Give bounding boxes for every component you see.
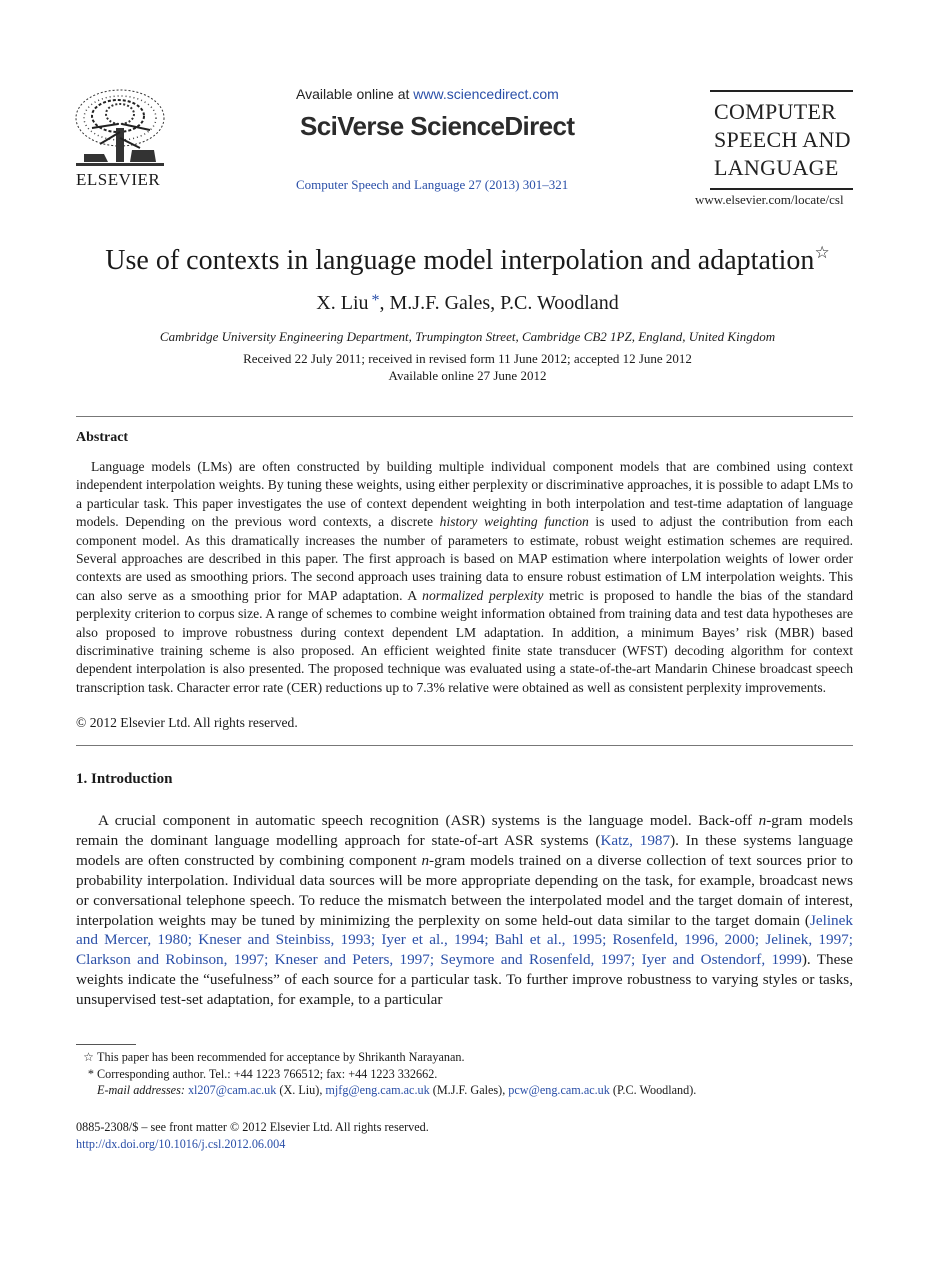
journal-logo-line: SPEECH AND (714, 127, 851, 152)
journal-logo-line: COMPUTER (714, 99, 837, 124)
introduction-text: A crucial component in automatic speech recognition (ASR) systems is the language model. Back-off n-gram models remain the dominant language modelling approach for state-of-art ASR systems (Katz, 1987). In these systems language models are often constructed by combining component n-gram models trained on a diverse collection of text sources prior to probability interpolation. Individual data sources will be more appropriate depending on the task, for example, broadcast news or conversational telephone speech. To reduce the mismatch between the interpolated model and the target domain of interest, interpolation weights may be tuned by minimizing the perplexity on some held-out data similar to the target domain (Jelinek and Mercer, 1980; Kneser and Steinbiss, 1993; Iyer et al., 1994; Bahl et al., 1995; Rosenfeld, 1996, 2000; Jelinek, 1997; Clarkson and Robinson, 1997; Kneser and Peters, 1997; Seymore and Rosenfeld, 1997; Iyer and Ostendorf, 1999). These weights indicate the “usefulness” of each source for a particular task. To further improve robustness to varying styles or tasks, unsupervised test-set adaptation, for example, to a particular (76, 812, 853, 1009)
received-dates: Received 22 July 2011; received in revised form 11 June 2012; accepted 12 June 2012 (243, 351, 692, 366)
citation-link[interactable]: Katz, 1987 (600, 831, 671, 849)
doi-link[interactable]: http://dx.doi.org/10.1016/j.csl.2012.06.004 (76, 1137, 286, 1151)
available-online-date: Available online 27 June 2012 (388, 368, 547, 383)
footnote-recommendation: ☆ This paper has been recommended for acceptance by Shrikanth Narayanan. (83, 1050, 465, 1064)
email-link[interactable]: pcw@eng.cam.ac.uk (508, 1083, 610, 1097)
email-link[interactable]: xl207@cam.ac.uk (187, 1083, 277, 1097)
footnote-corresponding: * Corresponding author. Tel.: +44 1223 766512; fax: +44 1223 332662. (87, 1067, 438, 1081)
sciencedirect-link[interactable]: www.sciencedirect.com (413, 86, 559, 102)
footnote-rule (76, 1044, 136, 1045)
author-list: X. Liu *, M.J.F. Gales, P.C. Woodland (316, 292, 619, 314)
journal-url[interactable]: www.elsevier.com/locate/csl (695, 192, 844, 207)
divider (76, 416, 853, 417)
section-heading: 1. Introduction (76, 771, 173, 787)
abstract-copyright: © 2012 Elsevier Ltd. All rights reserved. (76, 715, 298, 730)
affiliation: Cambridge University Engineering Department, Trumpington Street, Cambridge CB2 1PZ, England, United Kingdom (159, 329, 776, 344)
elsevier-tree-logo (70, 88, 170, 170)
front-matter-line: 0885-2308/$ – see front matter © 2012 Elsevier Ltd. All rights reserved. (76, 1120, 429, 1134)
article-title: Use of contexts in language model interpolation and adaptation☆ (105, 243, 830, 276)
abstract-text: Language models (LMs) are often constructed by building multiple individual component models that are combined using context independent interpolation weights. By tuning these weights, using either perplexity or discriminative approaches, it is possible to adapt LMs to a particular task. This paper investigates the use of context dependent weighting in both interpolation and test-time adaptation of language models. Depending on the previous word contexts, a discrete history weighting function is used to adjust the contribution from each component model. As this dramatically increases the number of parameters to estimate, robust weight estimation schemes are required. Several approaches are described in this paper. The first approach is based on MAP estimation where interpolation weights of lower order contexts are used as smoothing priors. The second approach uses training data to ensure robust estimation of LM interpolation weights. This can also serve as a smoothing prior for MAP adaptation. A normalized perplexity metric is proposed to handle the bias of the standard perplexity criterion to corpus size. A range of schemes to combine weight information obtained from training data and test data hypotheses are also proposed to improve robustness during context dependent LM adaptation. In addition, a minimum Bayes’ risk (MBR) based discriminative training scheme is also proposed. An efficient weighted finite state transducer (WFST) decoding algorithm for context dependent interpolation is also presented. The proposed technique was evaluated using a state-of-the-art Mandarin Chinese broadcast speech transcription task. Character error rate (CER) reductions up to 7.3% relative were obtained as well as consistent perplexity improvements. (76, 459, 854, 695)
abstract-heading: Abstract (76, 430, 129, 445)
footnote-emails: E-mail addresses: xl207@cam.ac.uk (X. Liu), mjfg@eng.cam.ac.uk (M.J.F. Gales), pcw@eng.cam.ac.uk (P.C. Woodland). (97, 1083, 697, 1097)
journal-logo (710, 90, 853, 190)
divider (76, 745, 853, 746)
email-link[interactable]: mjfg@eng.cam.ac.uk (325, 1083, 430, 1097)
title-footnote-mark[interactable]: ☆ (814, 243, 830, 262)
available-online-line: Available online at www.sciencedirect.com (296, 86, 559, 102)
journal-logo-line: LANGUAGE (714, 155, 839, 180)
corresponding-author-mark[interactable]: * (371, 292, 380, 309)
sciverse-sciencedirect-logo: SciVerse ScienceDirect (300, 111, 575, 141)
publisher-name: ELSEVIER (76, 170, 161, 189)
citation-link[interactable]: Jelinek and Mercer, 1980; Kneser and Steinbiss, 1993; Iyer et al., 1994; Bahl et al., 1995; Rosenfeld, 1996, 2000; Jelinek, 1997; Clarkson and Robinson, 1997; Kneser and Peters, 1997; Seymore and Rosenfeld, 1997; Iyer and Ostendorf, 1999 (76, 911, 853, 969)
journal-reference-link[interactable]: Computer Speech and Language 27 (2013) 301–321 (296, 177, 569, 192)
